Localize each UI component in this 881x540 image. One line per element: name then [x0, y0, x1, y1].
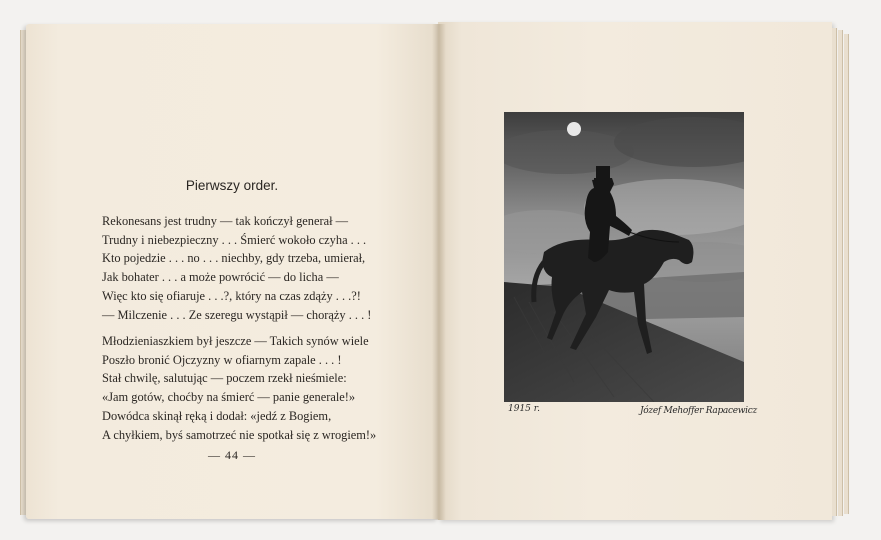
right-page-edge-2 [838, 30, 843, 516]
poem-title: Pierwszy order. [185, 178, 279, 193]
book-gutter [432, 24, 446, 520]
verse-line: «Jam gotów, choćby na śmierć — panie generale!» [102, 390, 356, 405]
plate-signature: Józef Mehoffer Rapacewicz [640, 406, 757, 416]
verse-line: A chyłkiem, byś samotrzeć nie spotkał się z wrogiem!» [102, 427, 377, 442]
verse-line: Stał chwilę, salutując — poczem rzekł nieśmiele: [102, 371, 347, 386]
rider-on-horse-illustration [504, 112, 744, 402]
stanza-2 [102, 332, 376, 444]
stanza-1 [102, 212, 371, 324]
verse-line: — Milczenie . . . Ze szeregu wystąpił — chorąży . . . ! [102, 307, 372, 322]
verse-line: Dowódca skinął ręką i dodał: «jedź z Bogiem, [102, 408, 332, 423]
right-page-edge [832, 28, 837, 516]
lithograph-illustration [504, 112, 744, 402]
verse-line: Rekonesans jest trudny — tak kończył generał — [102, 214, 349, 228]
plate-date: 1915 r. [508, 404, 540, 414]
right-page-edge-3 [844, 34, 849, 514]
verse-line: Jak bohater . . . a może powrócić — do licha — [102, 270, 339, 285]
verse-line: Trudny i niebezpieczny . . . Śmierć wokoło czyha . . . [102, 232, 367, 247]
verse-line: Młodzieniaszkiem był jeszcze — Takich synów wiele [102, 334, 369, 348]
verse-line: Kto pojedzie . . . no . . . niechby, gdy trzeba, umierał, [102, 251, 366, 266]
verse-line: Poszło bronić Ojczyzny w ofiarnym zapale . . . ! [102, 352, 342, 367]
verse-line: Więc kto się ofiaruje . . .?, który na czas zdąży . . .?! [102, 288, 361, 303]
page-number: — 44 — [208, 448, 256, 462]
